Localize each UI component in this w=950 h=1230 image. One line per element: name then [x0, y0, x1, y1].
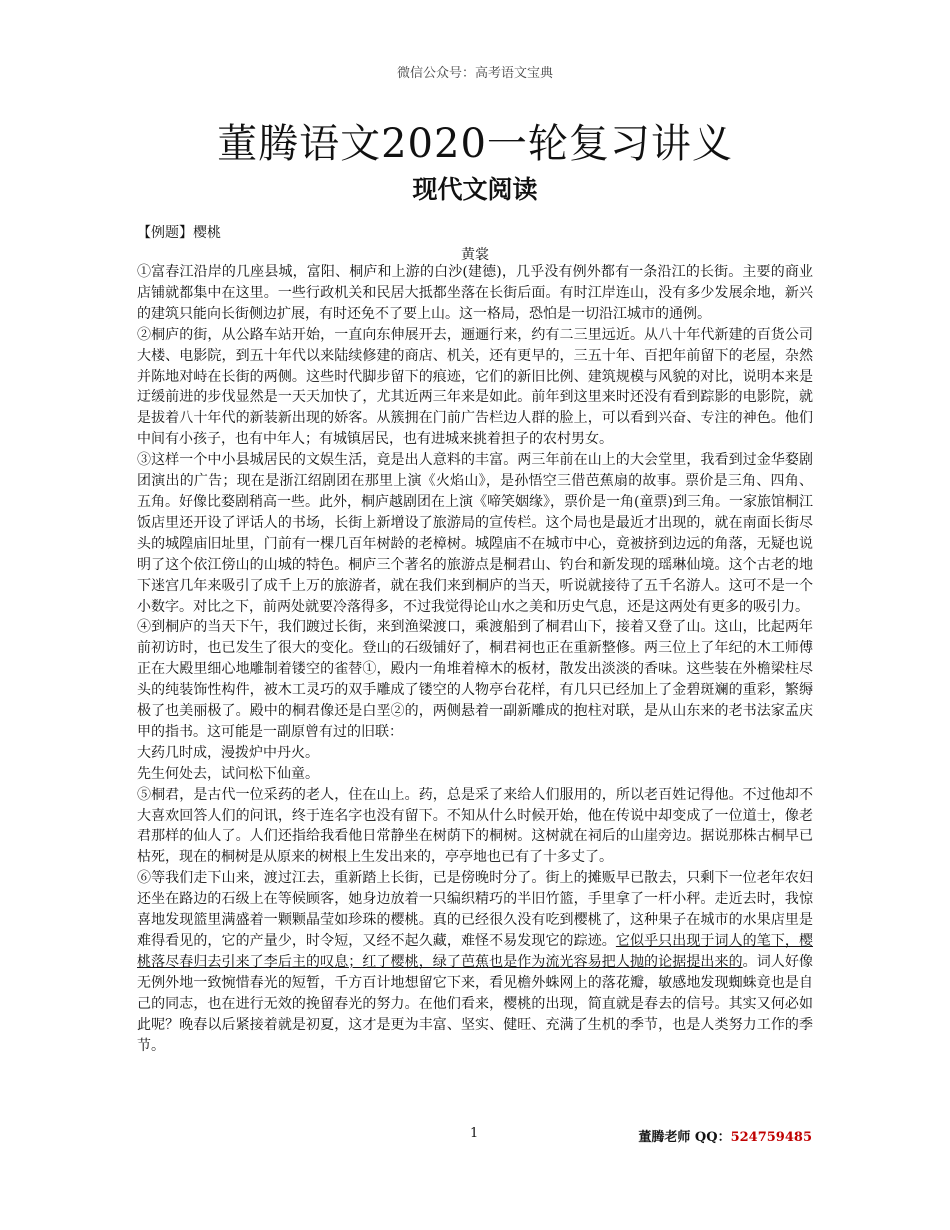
teacher-contact	[638, 1126, 812, 1145]
qq-number: 524759485	[730, 1130, 812, 1145]
document-title: 董腾语文2020一轮复习讲义	[217, 121, 733, 167]
paragraph-3: ③这样一个中小县城居民的文娱生活，竟是出人意料的丰富。两三年前在山上的大会堂里，我看到过金华婺剧团演出的广告；现在是浙江绍剧团在那里上演《火焰山》，是孙悟空三借芭蕉扇的故事。票价是三角、四角、五角。好像比婺剧稍高一些。此外，桐庐越剧团在上演《啼笑姻缘》，票价是一角(童票)到三角。一家旅馆桐江饭店里还开设了评话人的书场，长街上新增设了旅游局的宣传栏。这个局也是最近才出现的，就在南面长街尽头的城隍庙旧址里，门前有一棵几百年树龄的老樟树。城隍庙不在城市中心，竟被挤到边远的角落，无疑也说明了这个依江傍山的山城的特色。桐庐三个著名的旅游点是桐君山、钓台和新发现的瑶琳仙境。这个古老的地下迷宫几年来吸引了成千上万的旅游者，就在我们来到桐庐的当天，听说就接待了五千名游人。这可不是一个小数字。对比之下，前两处就要冷落得多，不过我觉得论山水之美和历史气息，还是这两处有更多的吸引力。	[137, 452, 813, 615]
couplet-line-1: 大药几时成，漫拨炉中丹火。	[137, 744, 319, 761]
paragraph-6-start: ⑥等我们走下山来，渡过江去，重新踏上长街，已是傍晚时分了。街上的摊贩早已散去，只剩下一位老年农妇还坐在路边的石级上在等候顾客，她身边放着一只编织精巧的半旧竹篮，手里拿了一杆小秤。走近去时，我惊喜地发现篮里满盛着一颗颗晶莹如珍珠的樱桃。真的已经很久没有吃到樱桃了，这种果子在城市的水果店里是难得看见的，它的产量少，时令短，又经不起久藏，难怪不易发现它的踪迹。	[137, 870, 813, 949]
teacher-label: 董腾老师 QQ：	[638, 1130, 731, 1145]
paragraph-1: ①富春江沿岸的几座县城，富阳、桐庐和上游的白沙(建德)，几乎没有例外都有一条沿江的长街。主要的商业店铺就都集中在这里。一些行政机关和民居大抵都坐落在长街后面。有时江岸连山，没有多少发展余地，新兴的建筑只能向长街侧边扩展，有时还免不了要上山。这一格局，恐怕是一切沿江城市的通例。	[137, 264, 813, 322]
paragraph-2: ②桐庐的街，从公路车站开始，一直向东伸展开去，逦逦行来，约有二三里远近。从八十年代新建的百货公司大楼、电影院，到五十年代以来陆续修建的商店、机关，还有更早的，三五十年、百把年前留下的老屋，杂然并陈地对峙在长街的两侧。这些时代脚步留下的痕迹，它们的新旧比例、建筑规模与风貌的对比，说明本来是迂缓前进的步伐显然是一天天加快了，尤其近两三年来是如此。前年到这里来时还没有看到踪影的电影院，就是拔着八十年代的新装新出现的娇客。从簇拥在门前广告栏边人群的脸上，可以看到兴奋、专注的神色。他们中间有小孩子，也有中年人；有城镇居民，也有进城来挑着担子的农村男女。	[137, 326, 813, 448]
underlined-sentence: 它似乎只出现于词人的笔下，樱桃落尽春归去引来了李后主的叹息；红了樱桃，绿了芭蕉也是作为流光容易把人抛的论据提出来的	[137, 933, 814, 970]
paragraph-6-end: 。词人好像无例外地一致惋惜春光的短暂，千方百计地想留它下来，看见檐外蛛网上的落花瓣，敏感地发现蜘蛛竟也是自己的同志，也在进行无效的挽留春光的努力。在他们看来，樱桃的出现，简直就是春去的信号。其实又何必如此呢？晚春以后紧接着就是初夏，这才是更为丰富、坚实、健旺、充满了生机的季节，也是人类努力工作的季节。	[137, 953, 814, 1054]
header-note: 微信公众号：高考语文宝典	[396, 66, 553, 81]
article-author: 黄裳	[461, 247, 489, 263]
document-subtitle: 现代文阅读	[412, 175, 538, 204]
paragraph-5: ⑤桐君，是古代一位采药的老人，住在山上。药，总是采了来给人们服用的，所以老百姓记得他。不过他却不大喜欢回答人们的问讯，终于连名字也没有留下。不知从什么时候开始，他在传说中却变成了一位道士，像老君那样的仙人了。人们还指给我看他日常静坐在树荫下的桐树。这树就在祠后的山崖旁边。据说那株古桐早已枯死，现在的桐树是从原来的树根上生发出来的，亭亭地也已有了十多丈了。	[137, 786, 813, 866]
couplet-line-2: 先生何处去，试问松下仙童。	[137, 765, 319, 782]
article-body	[137, 262, 813, 1056]
page-number: 1	[470, 1126, 479, 1141]
page-footer	[0, 1126, 950, 1146]
example-label: 【例题】樱桃	[137, 225, 221, 241]
paragraph-6	[137, 868, 813, 1056]
paragraph-4: ④到桐庐的当天下午，我们踱过长街，来到渔梁渡口，乘渡船到了桐君山下，接着又登了山。这山，比起两年前初访时，也已发生了很大的变化。登山的石级铺好了，桐君祠也正在重新整修。两三位上了年纪的木工师傅正在大殿里细心地雕制着镂空的雀替①，殿内一角堆着樟木的板材，散发出淡淡的香味。这些装在外檐梁柱尽头的纯装饰性构件，被木工灵巧的双手雕成了镂空的人物亭台花样，有几只已经加上了金碧斑斓的重彩，繁缛极了也美丽极了。殿中的桐君像还是白垩②的，两侧悬着一副新雕成的抱柱对联，是从山东来的老书法家孟庆甲的指书。这可能是一副原曾有过的旧联：	[137, 619, 813, 740]
